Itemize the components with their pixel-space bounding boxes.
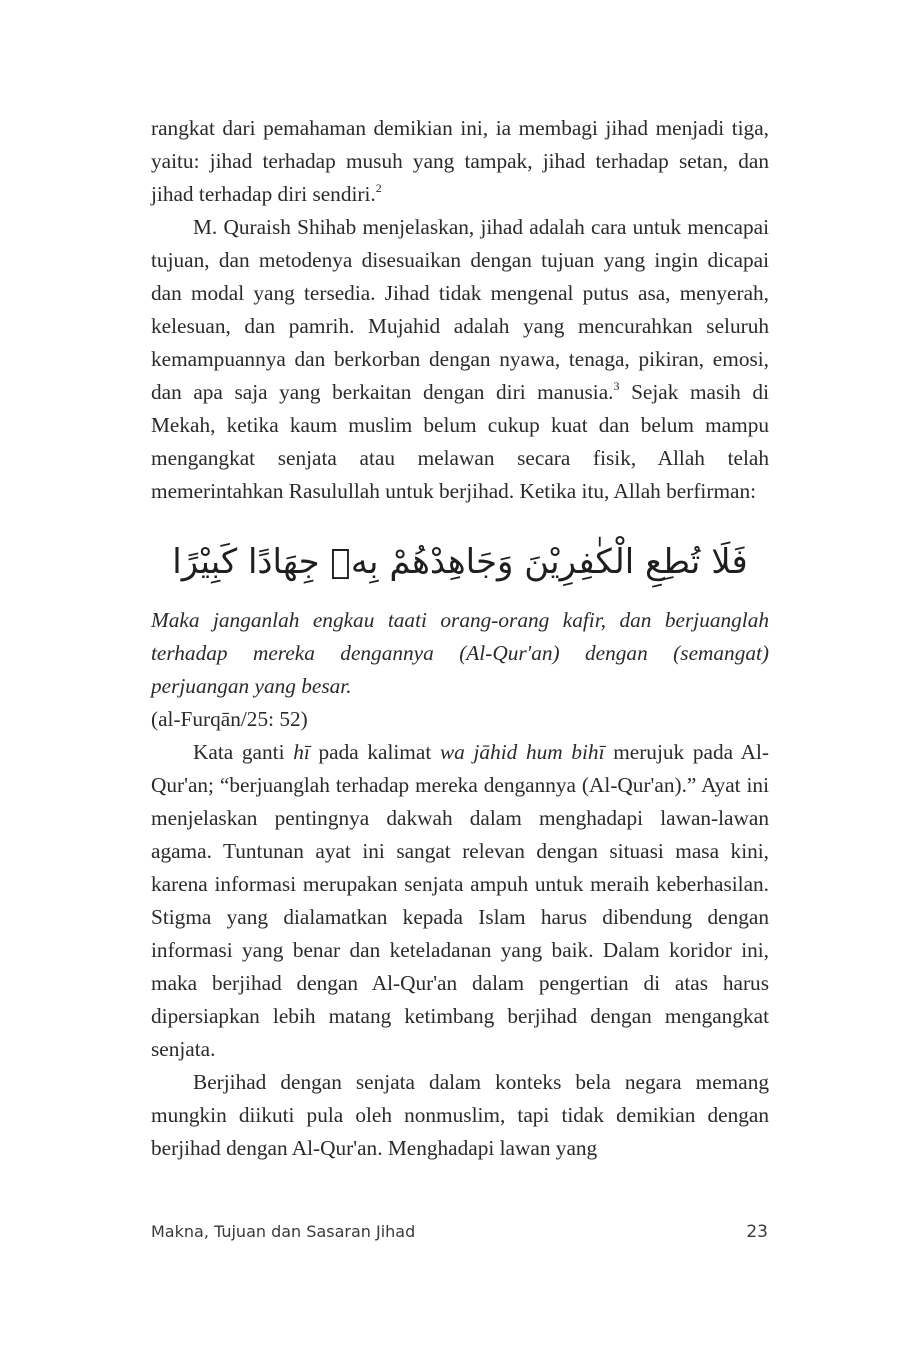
paragraph-1-text: rangkat dari pemahaman demikian ini, ia membagi jihad menjadi tiga, yaitu: jihad terhadap musuh yang tampak, jihad terhadap setan, dan jihad terhadap diri sendiri. bbox=[151, 116, 769, 206]
quran-verse-arabic: فَلَا تُطِعِ الْكٰفِرِيْنَ وَجَاهِدْهُمْ بِهٖ جِهَادًا كَبِيْرًا bbox=[172, 542, 748, 582]
paragraph-2-text-a: M. Quraish Shihab menjelaskan, jihad adalah cara untuk mencapai tujuan, dan metodenya disesuaikan dengan tujuan yang ingin dicapai dan modal yang tersedia. Jihad tidak mengenal putus asa, menyerah, kelesuan, dan pamrih. Mujahid adalah yang mencurahkan seluruh kemampuannya dan berkorban dengan nyawa, tenaga, pikiran, emosi, dan apa saja yang berkaitan dengan diri manusia. bbox=[151, 215, 769, 404]
verse-translation: Maka janganlah engkau taati orang-orang kafir, dan berjuanglah terhadap mereka dengannya (Al-Qur'an) dengan (semangat) perjuangan yang besar. bbox=[151, 608, 769, 698]
footnote-ref-2: 2 bbox=[375, 181, 382, 195]
paragraph-4: Berjihad dengan senjata dalam konteks bela negara memang mungkin diikuti pula oleh nonmuslim, tapi tidak demikian dengan berjihad dengan Al-Qur'an. Menghadapi lawan yang bbox=[151, 1070, 769, 1160]
running-title: Makna, Tujuan dan Sasaran Jihad bbox=[151, 1222, 416, 1241]
paragraph-2 bbox=[151, 211, 769, 508]
paragraph-3-part-2: pada kalimat bbox=[309, 740, 440, 764]
paragraph-3-part-1: Kata ganti bbox=[193, 740, 294, 764]
verse-citation: (al-Furqān/25: 52) bbox=[151, 707, 308, 731]
paragraph-3 bbox=[151, 736, 769, 1066]
term-wa-jahid-hum-bihi: wa jāhid hum bihī bbox=[439, 740, 605, 764]
term-hi: hī bbox=[293, 740, 310, 764]
paragraph-2-text-b: Sejak masih di Mekah, ketika kaum muslim belum cukup kuat dan belum mampu mengangkat senjata atau melawan secara fisik, Allah telah memerintahkan Rasulullah untuk berjihad. Ketika itu, Allah berfirman: bbox=[151, 380, 769, 503]
paragraph-1 bbox=[151, 112, 769, 211]
body-text bbox=[151, 112, 769, 1165]
page-number: 23 bbox=[746, 1222, 768, 1242]
paragraph-3-part-3: merujuk pada Al-Qur'an; “berjuanglah terhadap mereka dengannya (Al-Qur'an).” Ayat ini menjelaskan pentingnya dakwah dalam menghadapi lawan-lawan agama. Tuntunan ayat ini sangat relevan dengan situasi masa kini, karena informasi merupakan senjata ampuh untuk meraih keberhasilan. Stigma yang dialamatkan kepada Islam harus dibendung dengan informasi yang benar dan keteladanan yang baik. Dalam koridor ini, maka berjihad dengan Al-Qur'an dalam pengertian di atas harus dipersiapkan lebih matang ketimbang berjihad dengan mengangkat senjata. bbox=[151, 740, 769, 1061]
footnote-ref-3: 3 bbox=[613, 379, 620, 393]
